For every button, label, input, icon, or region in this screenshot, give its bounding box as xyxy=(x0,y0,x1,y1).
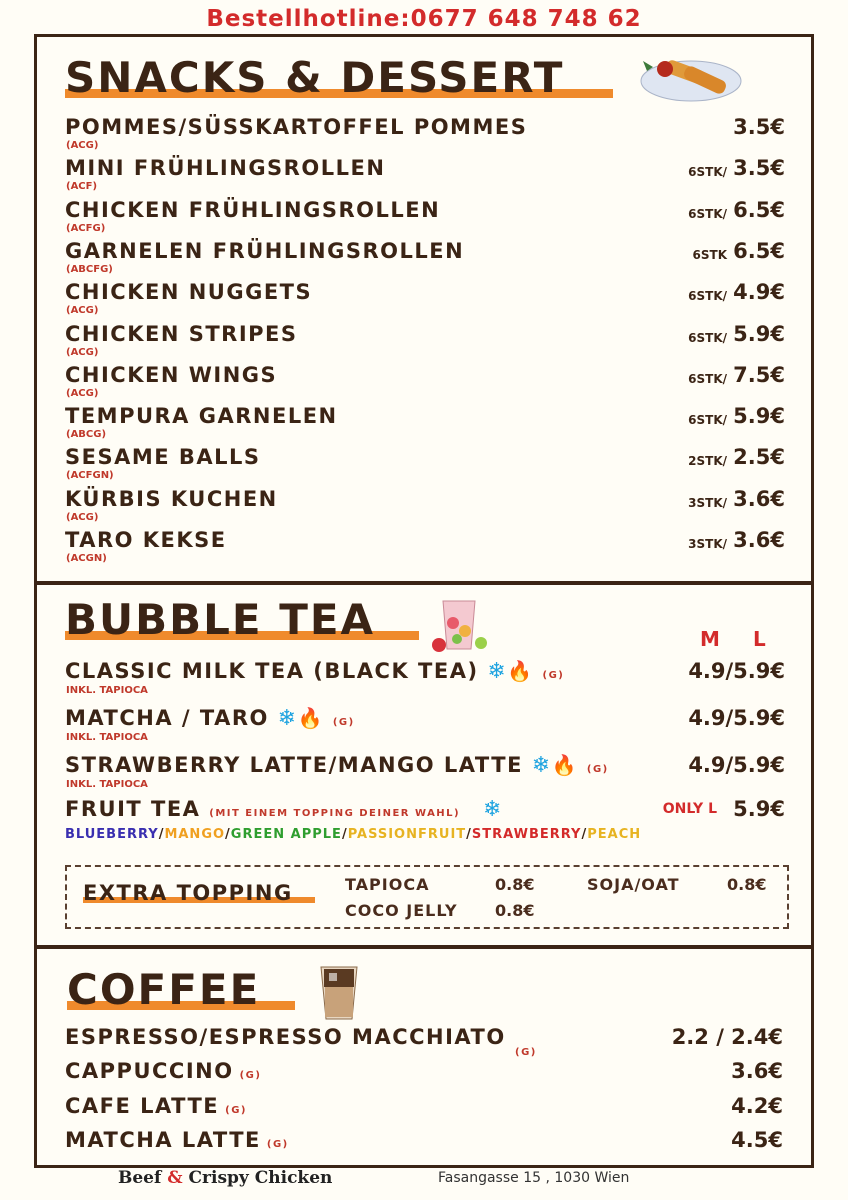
item-quantity: 6STK/ xyxy=(688,165,727,180)
allergen-code: (ACG) xyxy=(66,140,99,151)
item-name: SESAME BALLS xyxy=(65,445,261,470)
coffee-row xyxy=(65,1128,783,1162)
item-price: 4.9€ xyxy=(733,280,785,305)
hot-icon: 🔥 xyxy=(507,659,534,683)
coffee-heading xyxy=(67,965,260,1014)
item-name: CHICKEN STRIPES xyxy=(65,321,298,346)
item-price: 7.5€ xyxy=(733,362,785,387)
allergen-code: (ABCG) xyxy=(66,429,107,441)
item-price: 4.9/5.9€ xyxy=(688,706,785,730)
extra-topping-heading xyxy=(83,881,293,905)
fruit-tea-note: (MIT EINEM TOPPING DEINER WAHL) xyxy=(209,808,461,819)
flavor-separator: / xyxy=(466,827,472,842)
item-price: 5.9€ xyxy=(733,404,785,429)
item-name: POMMES/SÜSSKARTOFFEL POMMES xyxy=(65,115,528,139)
item-price: 3.5€ xyxy=(733,115,785,139)
coffee-row xyxy=(65,1094,783,1128)
bubble-title: BUBBLE TEA xyxy=(65,595,376,644)
snack-row xyxy=(65,528,785,568)
flavor-separator: / xyxy=(158,827,165,842)
spring-rolls-image xyxy=(635,45,745,107)
item-price: 6.5€ xyxy=(733,238,785,263)
allergen-code: (G) xyxy=(586,764,609,775)
item-price: 4.2€ xyxy=(731,1094,783,1118)
coffee-row xyxy=(65,1025,783,1059)
item-quantity: 2STK/ xyxy=(688,454,727,469)
topping-name: SOJA/OAT xyxy=(587,875,680,894)
flavor-label: BLUEBERRY xyxy=(65,827,159,842)
iced-coffee-image xyxy=(315,961,363,1023)
item-quantity: 6STK/ xyxy=(688,206,727,221)
item-name: STRAWBERRY LATTE/MANGO LATTE ❄🔥 (G) xyxy=(65,753,609,778)
bubble-row-matcha xyxy=(65,706,785,750)
snack-row xyxy=(65,322,785,362)
item-price: 3.6€ xyxy=(733,486,785,511)
cold-icon: ❄ xyxy=(487,659,508,684)
order-hotline: Bestellhotline:0677 648 748 62 xyxy=(206,6,642,32)
cold-icon: ❄ xyxy=(277,706,298,731)
item-price: 4.9/5.9€ xyxy=(688,659,785,683)
cold-icon: ❄ xyxy=(482,797,503,822)
item-name: CHICKEN WINGS xyxy=(65,362,278,387)
topping-name: COCO JELLY xyxy=(345,901,458,920)
allergen-code: (ACG) xyxy=(66,387,99,399)
item-name: TEMPURA GARNELEN xyxy=(65,404,338,429)
snack-row xyxy=(65,239,785,279)
only-large-label: ONLY L xyxy=(662,801,717,817)
bubble-tea-cup-image xyxy=(429,593,489,655)
snack-row xyxy=(65,445,785,485)
hot-icon: 🔥 xyxy=(297,706,325,730)
item-name: GARNELEN FRÜHLINGSROLLEN xyxy=(65,238,465,263)
item-note: INKL. TAPIOCA xyxy=(66,685,148,696)
item-name: CHICKEN FRÜHLINGSROLLEN xyxy=(65,197,441,222)
allergen-code: (ACG) xyxy=(66,346,99,358)
item-price: 4.9/5.9€ xyxy=(688,753,785,777)
bubble-row-strawberry xyxy=(65,753,785,797)
item-price: 4.5€ xyxy=(731,1128,783,1152)
item-price: 5.9€ xyxy=(733,321,785,346)
snack-row xyxy=(65,487,785,527)
item-name: FRUIT TEA (MIT EINEM TOPPING DEINER WAHL) ❄ xyxy=(65,797,503,822)
item-name: CAPPUCCINO (G) xyxy=(65,1059,262,1083)
coffee-title: COFFEE xyxy=(67,965,261,1014)
bubble-tea-panel xyxy=(34,582,814,948)
item-quantity: 6STK/ xyxy=(688,289,727,304)
allergen-code: (G) xyxy=(239,1070,262,1081)
item-name: MINI FRÜHLINGSROLLEN xyxy=(65,156,386,181)
topping-name: TAPIOCA xyxy=(345,875,430,894)
item-quantity: 6STK/ xyxy=(688,371,727,386)
snack-row xyxy=(65,115,785,155)
item-quantity: 6STK/ xyxy=(688,330,727,345)
allergen-code: (ACFG) xyxy=(66,222,106,234)
allergen-code: (G) xyxy=(332,717,355,728)
item-name: CAFE LATTE (G) xyxy=(65,1094,248,1118)
allergen-code: (G) xyxy=(515,1047,537,1058)
item-name: KÜRBIS KUCHEN xyxy=(65,486,278,511)
item-name: CLASSIC MILK TEA (BLACK TEA) ❄🔥 (G) xyxy=(65,659,565,684)
item-quantity: 3STK/ xyxy=(688,537,727,551)
item-name: TARO KEKSE xyxy=(65,528,227,552)
item-note: INKL. TAPIOCA xyxy=(66,779,148,790)
item-name: MATCHA / TARO ❄🔥 (G) xyxy=(65,706,355,731)
item-price: 3.6€ xyxy=(731,1059,783,1083)
item-price: 6.5€ xyxy=(733,197,785,222)
bubble-row-classic xyxy=(65,659,785,703)
topping-price: 0.8€ xyxy=(495,875,535,894)
item-name: CHICKEN NUGGETS xyxy=(65,280,313,305)
allergen-code: (G) xyxy=(542,670,565,681)
item-quantity: 6STK/ xyxy=(688,413,727,428)
bubble-heading xyxy=(65,595,375,644)
allergen-code: (G) xyxy=(266,1139,289,1150)
flavor-label: STRAWBERRY xyxy=(471,827,582,842)
snack-row xyxy=(65,404,785,444)
snacks-title: SNACKS & DESSERT xyxy=(65,53,565,102)
flavor-separator: / xyxy=(225,827,231,842)
snacks-heading xyxy=(65,53,564,102)
coffee-panel xyxy=(34,946,814,1168)
size-l-label: L xyxy=(753,627,766,651)
item-price: 3.5€ xyxy=(733,156,785,181)
hot-icon: 🔥 xyxy=(551,753,579,777)
allergen-code: (ACGN) xyxy=(66,553,107,564)
item-quantity: 6STK xyxy=(692,247,727,262)
flavor-label: MANGO xyxy=(164,827,226,842)
flavor-label: GREEN APPLE xyxy=(230,827,342,842)
item-name: MATCHA LATTE (G) xyxy=(65,1128,289,1152)
item-note: INKL. TAPIOCA xyxy=(66,732,148,743)
snacks-panel xyxy=(34,34,814,584)
topping-price: 0.8€ xyxy=(495,901,535,920)
allergen-code: (ACG) xyxy=(66,511,99,523)
brand-logo: Beef & Crispy Chicken xyxy=(118,1168,333,1188)
size-m-label: M xyxy=(700,627,720,651)
extra-topping-box xyxy=(65,865,789,929)
allergen-code: (ACF) xyxy=(66,181,98,193)
allergen-code: (G) xyxy=(225,1105,248,1116)
item-price: 2.2 / 2.4€ xyxy=(671,1025,783,1049)
allergen-code: (ACG) xyxy=(66,305,99,317)
topping-price: 0.8€ xyxy=(727,875,767,894)
allergen-code: (ACFGN) xyxy=(66,470,114,482)
item-price: 5.9€ xyxy=(733,797,785,821)
address: Fasangasse 15 , 1030 Wien xyxy=(438,1170,630,1186)
item-price: 2.5€ xyxy=(733,445,785,470)
snack-row xyxy=(65,156,785,196)
snack-row xyxy=(65,280,785,320)
extra-topping-title: EXTRA TOPPING xyxy=(83,881,293,905)
flavor-separator: / xyxy=(581,827,588,842)
allergen-code: (ABCFG) xyxy=(66,263,113,275)
flavor-label: PEACH xyxy=(587,827,642,842)
snack-row xyxy=(65,198,785,238)
item-name: ESPRESSO/ESPRESSO MACCHIATO (G) xyxy=(65,1025,537,1058)
item-quantity: 3STK/ xyxy=(688,495,727,510)
coffee-row xyxy=(65,1059,783,1093)
flavor-separator: / xyxy=(341,827,348,842)
fruit-flavor-list xyxy=(65,827,641,842)
cold-icon: ❄ xyxy=(531,753,552,778)
snack-row xyxy=(65,363,785,403)
item-price: 3.6€ xyxy=(733,528,785,552)
flavor-label: PASSIONFRUIT xyxy=(347,827,467,842)
